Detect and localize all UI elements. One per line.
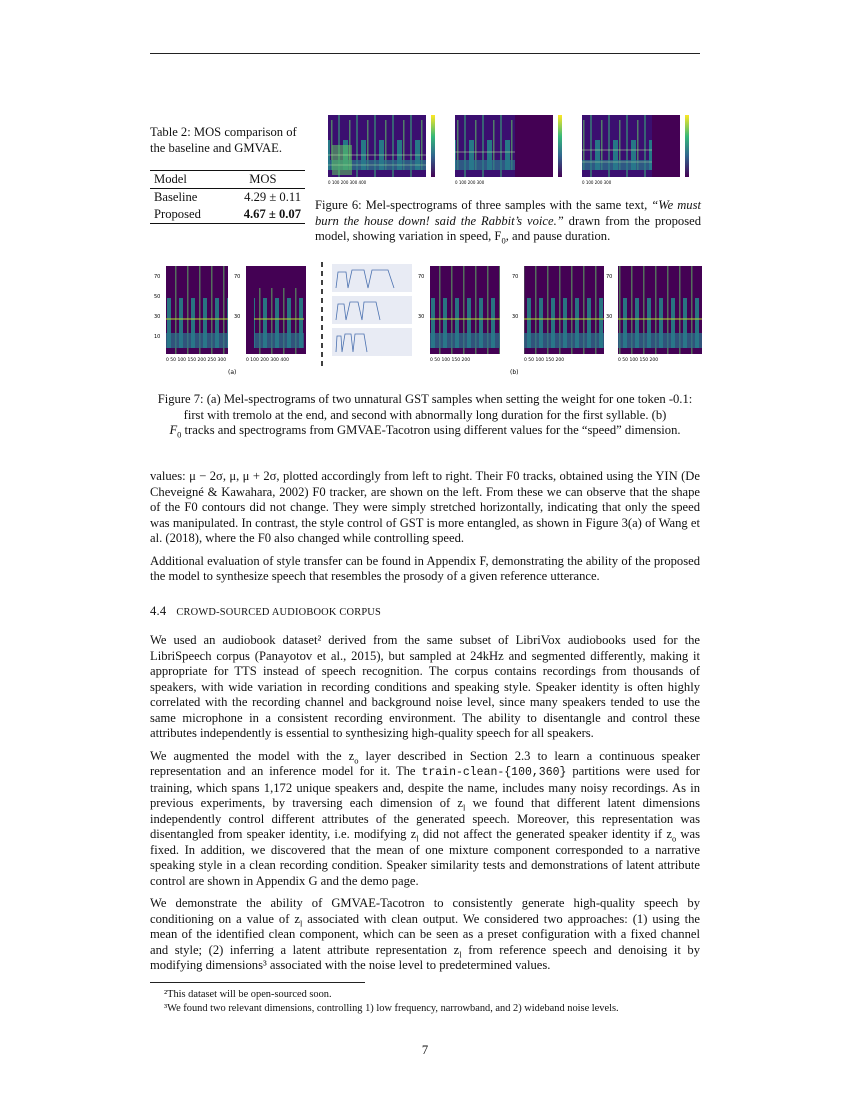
- header-rule: [150, 53, 700, 54]
- fig6-caption-part: drawn from the proposed model, showing variation in speed, F: [315, 213, 701, 244]
- fig6-caption-sub: 0: [501, 235, 506, 246]
- x-ticks: 0 50 100 150 200: [524, 358, 565, 363]
- sub-l: l: [299, 918, 303, 929]
- table-row: [150, 206, 305, 224]
- sub-o: o: [671, 833, 677, 844]
- para-part: We augmented the model with the z: [150, 748, 355, 763]
- section-heading: [150, 604, 381, 619]
- y-tick: 70: [154, 274, 161, 280]
- paragraph: We used an audiobook dataset² derived from the same subset of LibriVox audiobooks used for the LibriSpeech corpus (Panayotov et al., 2015), but sampled at 24kHz and segmented differently, making it appropriate for TTS instead of speech recognition. The corpus contains recordings from thousands of speakers, with wide variation in recording conditions and speaking style. Speaker identity is often highly correlated with the recording channel and background noise level, since many speakers tended to use the same microphone in a consistent recording environment. The ability to disentangle and control these attributes independently is essential to synthesizing high-quality speech for all speakers.: [150, 633, 700, 740]
- section-number: 4.4: [150, 604, 167, 618]
- figure7-graphic: [150, 258, 705, 383]
- y-tick: 70: [234, 274, 241, 280]
- fig7-label-a: (a): [228, 369, 237, 376]
- para-part: layer described in Section 2.3 to learn a continuous speaker representation and an inference model for it. The: [150, 748, 700, 778]
- footnote-3: ³We found two relevant dimensions, controlling 1) low frequency, narrowband, and 2) wideband noise levels.: [164, 1003, 619, 1014]
- para-part: partitions were used for training, which spans 1,172 unique speakers and, despite the name, includes many noisy recordings. As in previous experiments, by traversing each dimension of z: [150, 764, 700, 810]
- svg-text:0 100 200 300: 0 100 200 300: [582, 180, 612, 185]
- fig7b-f0-tracks: [332, 264, 412, 356]
- fig6-caption-part: , and pause duration.: [505, 229, 611, 244]
- svg-text:0 100 200 300 400: 0 100 200 300 400: [328, 180, 367, 185]
- section-title: CROWD-SOURCED AUDIOBOOK CORPUS: [176, 607, 381, 618]
- fig7-caption-sub: 0: [177, 429, 182, 440]
- fig7b-spectrogram-1: [418, 266, 500, 363]
- fig7-caption-sym: F: [169, 423, 178, 438]
- x-ticks: 0 50 100 150 200 250 300: [166, 358, 227, 363]
- model-cell: Baseline: [154, 190, 198, 204]
- para-part: we found that different latent dimensions independently control different attributes of the generated speech. Moreover, this representation was disentangled from speaker identity, i.e. modifying z: [150, 796, 700, 841]
- y-tick: 70: [512, 274, 519, 280]
- sub-l: l: [463, 802, 466, 813]
- y-tick: 70: [606, 274, 613, 280]
- body-block-1: [150, 469, 700, 592]
- body-block-2: [150, 633, 700, 981]
- fig6-caption-quote: “We must burn the house down! said the Rabbit’s voice.”: [315, 198, 702, 228]
- fig7-caption-line: tracks and spectrograms from GMVAE-Tacotron using different values for the “speed” dimension.: [181, 423, 681, 438]
- y-tick: 30: [606, 314, 613, 320]
- y-tick: 30: [418, 314, 425, 320]
- para-part: was fixed. In addition, we discovered that the mean of one mixture component corresponded to a narrative speaking style in a clean recording condition. Speaker similarity tests and demonstrations of latent attribute control are shown in Appendix G and the demo page.: [150, 827, 701, 888]
- mos-cell: 4.29 ± 0.11: [244, 190, 301, 204]
- table-header-row: [150, 171, 305, 189]
- y-tick: 70: [418, 274, 425, 280]
- para-part: We demonstrate the ability of GMVAE-Tacotron to consistently generate high-quality speech by conditioning on a value of z: [150, 896, 700, 926]
- paragraph: values: μ − 2σ, μ, μ + 2σ, plotted accordingly from left to right. Their F0 tracks, obtained using the YIN (De Cheveigné & Kawahara, 2002) F0 tracker, are shown on the left. From these we can observe that the shape of the F0 contours did not change. They were simply stretched horizontally, indicating that only the speed was manipulated. In contrast, the style control of GST is more entangled, as shown in Figure 3(a) of Wang et al. (2018), where the F0 also changed while controlling speed.: [150, 469, 700, 545]
- svg-text:0 100 200 300: 0 100 200 300: [455, 180, 485, 185]
- y-tick: 50: [154, 294, 161, 300]
- fig6-panel-1: [328, 115, 435, 185]
- paragraph: Additional evaluation of style transfer can be found in Appendix F, demonstrating the ability of the proposed the model to synthesize speech that resembles the prosody of a given reference utterance.: [150, 553, 700, 583]
- para-part: from reference speech and denoising it by modifying dimensions³ associated with the noise level to predetermined values.: [150, 942, 700, 972]
- sub-l: l: [459, 949, 462, 960]
- paragraph: [150, 896, 700, 974]
- x-ticks: 0 50 100 150 200: [618, 358, 659, 363]
- figure6-caption: [315, 198, 701, 245]
- col-model-header: Model: [154, 172, 187, 186]
- footnote-rule: [150, 982, 365, 983]
- fig7b-spectrogram-2: [512, 266, 604, 363]
- table-row: [150, 189, 305, 207]
- y-tick: 30: [512, 314, 519, 320]
- mos-table: [150, 170, 305, 224]
- x-ticks: 0 50 100 150 200: [430, 358, 471, 363]
- para-part: associated with clean output. We considered two approaches: (1) using the mean of the identified clean component, which can be seen as a preset configuration with a fixed channel and style; (2) inferring a latent attribute representation z: [150, 911, 700, 957]
- footnote-2: ²This dataset will be open-sourced soon.: [164, 989, 332, 1000]
- para-part: did not affect the generated speaker identity if z: [418, 827, 672, 841]
- fig7b-spectrogram-3: [606, 266, 702, 363]
- mos-cell: 4.67 ± 0.07: [243, 207, 301, 221]
- table2-caption: Table 2: MOS comparison of the baseline and GMVAE.: [150, 125, 297, 155]
- inline-code: train-clean-{100,360}: [421, 766, 567, 779]
- y-tick: 10: [154, 334, 161, 340]
- fig7a-spectrogram-1: [154, 266, 228, 363]
- y-tick: 30: [154, 314, 161, 320]
- figure6-spectrograms: [318, 110, 703, 190]
- paragraph: [150, 749, 700, 890]
- fig7-caption-line: Figure 7: (a) Mel-spectrograms of two unnatural GST samples when setting the weight for one token -0.1: first with tremolo at the end, and second with abnormally long duration for the first syllable. (b): [157, 392, 693, 422]
- y-tick: 30: [234, 314, 241, 320]
- sub-l: l: [416, 833, 419, 844]
- fig7-label-b: (b): [510, 369, 519, 376]
- fig6-panel-3: [582, 115, 689, 185]
- fig7a-spectrogram-2: [234, 266, 306, 363]
- fig6-panel-2: [455, 115, 562, 185]
- fig6-caption-part: Figure 6: Mel-spectrograms of three samples with the same text,: [315, 198, 652, 212]
- model-cell: Proposed: [154, 207, 201, 221]
- col-mos-header: MOS: [249, 172, 277, 186]
- page-number: 7: [421, 1043, 429, 1057]
- x-ticks: 0 100 200 300 400: [246, 358, 289, 363]
- figure7-caption: [150, 392, 700, 439]
- sub-o: o: [354, 755, 359, 766]
